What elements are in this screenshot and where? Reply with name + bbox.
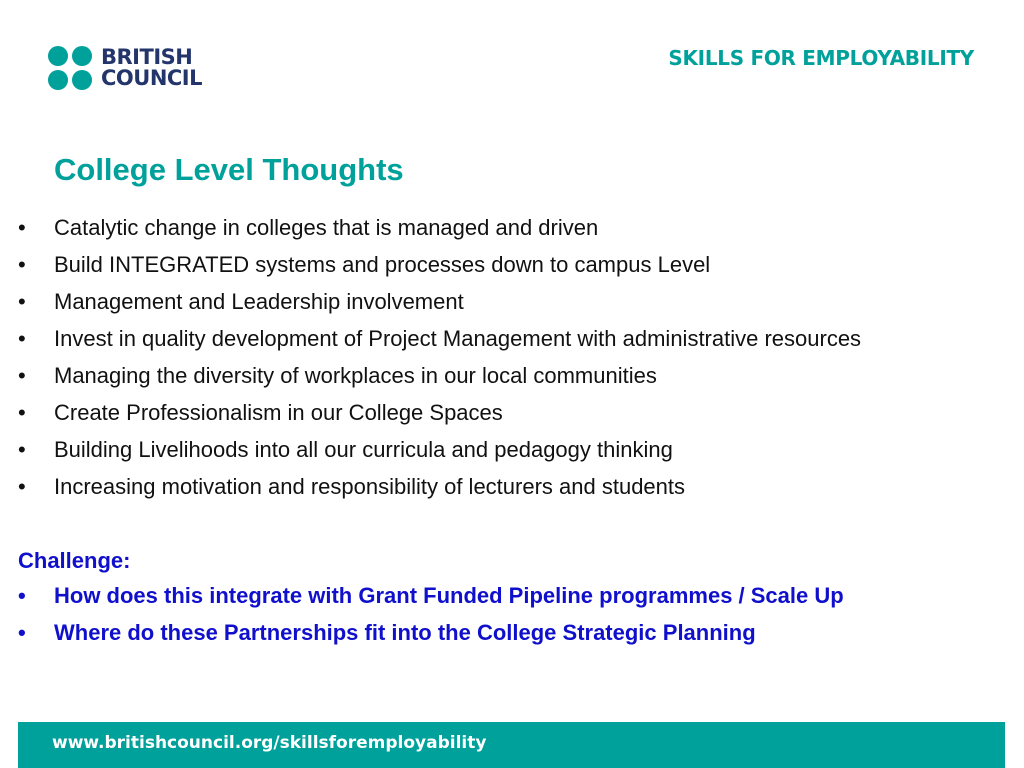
bullet-icon: •	[18, 583, 26, 608]
footer-bar	[18, 722, 1005, 768]
bullet-item: • Invest in quality development of Project Management with administrative resources	[18, 326, 862, 351]
bullet-icon: •	[18, 400, 26, 425]
bullet-item: • Management and Leadership involvement	[18, 289, 464, 314]
slide-title: College Level Thoughts	[54, 152, 404, 187]
bullet-icon: •	[18, 474, 26, 499]
british-council-logo	[48, 46, 202, 90]
footer-url: www.britishcouncil.org/skillsforemployability	[52, 733, 487, 753]
bullet-icon: •	[18, 437, 26, 462]
bullet-icon: •	[18, 215, 26, 240]
challenge-item: • Where do these Partnerships fit into the College Strategic Planning	[18, 620, 756, 645]
bullet-icon: •	[18, 620, 26, 645]
bullet-icon: •	[18, 363, 26, 388]
logo-line-2: COUNCIL	[101, 66, 202, 90]
bullet-item: • Increasing motivation and responsibility of lecturers and students	[18, 474, 686, 499]
bullet-item: • Build INTEGRATED systems and processes down to campus Level	[18, 252, 711, 277]
bullet-item: • Managing the diversity of workplaces in our local communities	[18, 363, 657, 388]
bullet-item: • Catalytic change in colleges that is managed and driven	[18, 215, 599, 240]
bullet-icon: •	[18, 289, 26, 314]
logo-dots-icon	[48, 46, 92, 90]
bullet-icon: •	[18, 326, 26, 351]
challenge-bullet-list	[18, 583, 844, 657]
bullet-item: • Building Livelihoods into all our curricula and pedagogy thinking	[18, 437, 673, 462]
bullet-item: • Create Professionalism in our College Spaces	[18, 400, 503, 425]
logo-wordmark	[101, 47, 202, 89]
main-bullet-list	[18, 215, 861, 511]
challenge-heading: Challenge:	[18, 548, 131, 573]
bullet-icon: •	[18, 252, 26, 277]
skills-banner: SKILLS FOR EMPLOYABILITY	[668, 46, 974, 70]
challenge-item: • How does this integrate with Grant Funded Pipeline programmes / Scale Up	[18, 583, 844, 608]
logo-line-1: BRITISH	[101, 45, 193, 69]
